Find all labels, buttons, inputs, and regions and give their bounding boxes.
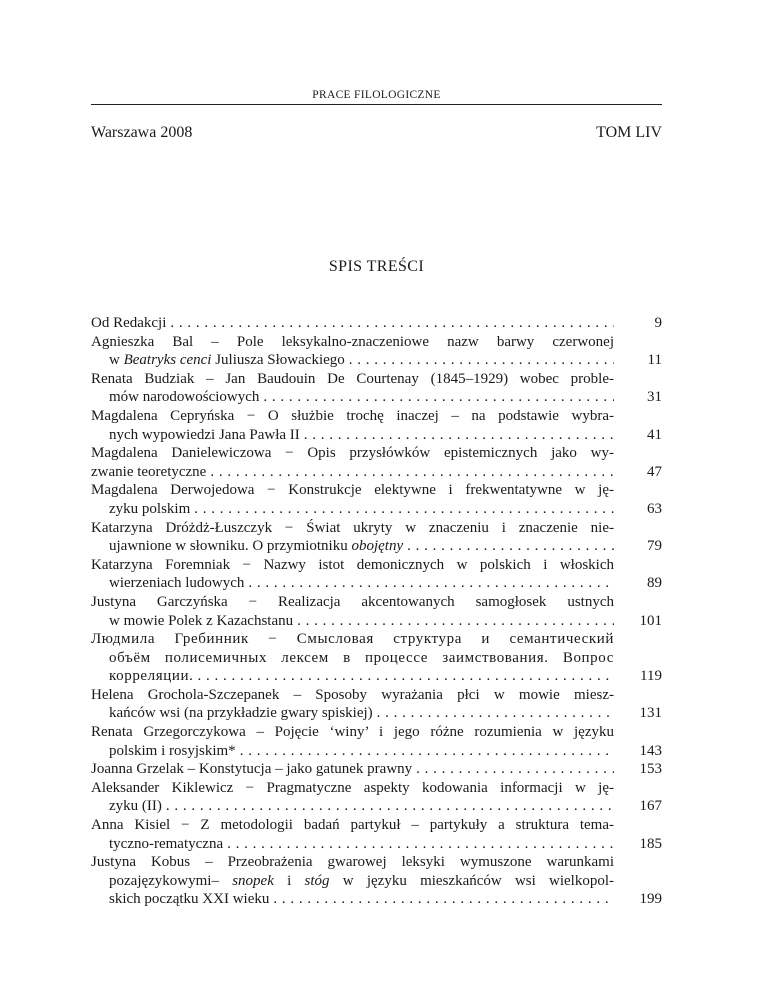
toc-entry-line <box>91 667 614 686</box>
toc-entry-line <box>91 612 614 631</box>
toc-entry-line <box>91 574 614 593</box>
dot-leader <box>412 760 614 779</box>
toc-entry-line-text: i <box>273 872 305 889</box>
toc-entry-text <box>91 370 614 407</box>
toc-title: SPIS TREŚCI <box>328 258 425 275</box>
toc-entry[interactable] <box>91 314 662 333</box>
toc-entry-line <box>91 444 614 463</box>
toc-page-number: 101 <box>639 612 662 629</box>
toc-entry-line <box>91 797 614 816</box>
toc-entry-text <box>91 760 614 779</box>
toc-entry-text <box>91 314 614 333</box>
toc-page-number: 153 <box>639 761 662 778</box>
toc-entry-line <box>91 370 614 389</box>
toc-entry-line-text: Людмила Гребинник − Смысловая структура и семантический <box>91 631 614 648</box>
toc-entry[interactable] <box>91 686 662 723</box>
toc-entry-text <box>91 779 614 816</box>
toc-entry-line-text: Katarzyna Foremniak − Nazwy istot demonicznych w polskich i włoskich <box>91 556 614 573</box>
dot-leader <box>403 537 614 556</box>
toc-entry-line <box>91 388 614 407</box>
toc-entry[interactable] <box>91 519 662 556</box>
dot-leader <box>166 314 614 333</box>
dot-leader <box>259 388 614 407</box>
toc-entry-line <box>91 407 614 426</box>
toc-entry-line-text: zyku (II) <box>109 798 162 815</box>
toc-page-number: 47 <box>647 463 662 480</box>
toc-page-number: 167 <box>639 798 662 815</box>
dot-leader <box>345 351 614 370</box>
dot-leader <box>300 426 614 445</box>
dot-leader <box>236 742 614 761</box>
toc-entry-line-text: tyczno-rematyczna <box>109 835 224 852</box>
toc-entry-line <box>91 630 614 649</box>
toc-page-number: 63 <box>647 500 662 517</box>
toc-page-number: 41 <box>647 426 662 443</box>
toc-entry-text <box>91 853 614 909</box>
toc-entry-line <box>91 704 614 723</box>
toc-entry-line-text: ujawnione w słowniku. O przymiotniku <box>109 538 352 555</box>
dot-leader <box>269 890 614 909</box>
journal-header: PRACE FILOLOGICZNE <box>312 89 441 101</box>
toc-entry-line <box>91 500 614 519</box>
toc-entry[interactable] <box>91 853 662 909</box>
toc-entry[interactable] <box>91 630 662 686</box>
toc-entry-line <box>91 853 614 872</box>
toc-page-number: 9 <box>654 315 662 331</box>
dot-leader <box>162 797 614 816</box>
toc-entry-line <box>91 890 614 909</box>
toc-entry-italic-text: Beatryks cenci <box>123 352 212 369</box>
dot-leader <box>206 463 614 482</box>
toc-entry-line <box>91 333 614 352</box>
toc-entry-line-text: w mowie Polek z Kazachstanu <box>109 612 294 629</box>
toc-entry-line <box>91 649 614 668</box>
toc-entry-line-text: wierzeniach ludowych <box>109 575 245 592</box>
header-rule <box>91 104 662 105</box>
toc-entry-line-text: корреляции. <box>109 668 194 685</box>
toc-entry-line-text: Renata Grzegorczykowa – Pojęcie ‘winy’ i jego różne rozumienia w języku <box>91 724 614 741</box>
toc-entry-line-text: Justyna Kobus – Przeobrażenia gwarowej leksyki wymuszone warunkami <box>91 854 614 871</box>
toc-page-number: 119 <box>640 668 662 685</box>
toc-entry-line-text: polskim i rosyjskim* <box>109 742 236 759</box>
toc-entry-line-text: zyku polskim <box>109 500 191 517</box>
toc-entry-line-text: Magdalena Cepryńska − O służbie trochę inaczej – na podstawie wybra- <box>91 407 614 424</box>
toc-entry-text <box>91 444 614 481</box>
toc-entry[interactable] <box>91 779 662 816</box>
toc-entry-line-text: Katarzyna Dróżdż-Łuszczyk − Świat ukryty w znaczeniu i znaczenie nie- <box>91 519 614 536</box>
toc-entry-line-text: Aleksander Kiklewicz − Pragmatyczne aspekty kodowania informacji w ję- <box>91 779 614 796</box>
toc-entry[interactable] <box>91 333 662 370</box>
toc-entry-line <box>91 556 614 575</box>
toc-entry-text <box>91 519 614 556</box>
toc-entry-line <box>91 760 614 779</box>
toc-page-number: 185 <box>639 835 662 852</box>
table-of-contents <box>91 314 662 909</box>
toc-entry-line-text: Agnieszka Bal – Pole leksykalno-znaczeniowe nazw barwy czerwonej <box>91 333 614 350</box>
toc-entry-text <box>91 816 614 853</box>
toc-entry[interactable] <box>91 723 662 760</box>
toc-entry-text <box>91 630 614 686</box>
toc-page-number: 199 <box>639 891 662 908</box>
toc-entry[interactable] <box>91 444 662 481</box>
toc-entry-line <box>91 351 614 370</box>
toc-page-number: 11 <box>647 352 662 369</box>
dot-leader <box>190 500 614 519</box>
toc-entry-italic-text: obojętny <box>351 538 404 555</box>
toc-page-number: 31 <box>647 389 662 406</box>
toc-entry-line-text: Joanna Grzelak – Konstytucja – jako gatunek prawny <box>91 761 413 778</box>
toc-entry-text <box>91 556 614 593</box>
toc-entry-line-text: Juliusza Słowackiego <box>211 352 345 369</box>
toc-entry-line <box>91 779 614 798</box>
toc-page-number: 143 <box>639 742 662 759</box>
toc-page-number: 131 <box>639 705 662 722</box>
toc-entry-line-text: mów narodowościowych <box>109 389 260 406</box>
volume-number: TOM LIV <box>596 124 662 141</box>
toc-entry-line-text: zwanie teoretyczne <box>91 463 207 480</box>
toc-entry-line <box>91 742 614 761</box>
toc-entry-line <box>91 481 614 500</box>
toc-entry-line <box>91 686 614 705</box>
toc-entry-italic-text: stóg <box>304 872 330 889</box>
toc-entry-line <box>91 872 614 891</box>
toc-entry-line <box>91 519 614 538</box>
dot-leader <box>293 612 614 631</box>
place-year: Warszawa 2008 <box>91 124 193 141</box>
toc-entry-line <box>91 835 614 854</box>
toc-entry-line <box>91 723 614 742</box>
toc-page-number: 79 <box>647 538 662 555</box>
toc-entry-line <box>91 593 614 612</box>
dot-leader <box>223 835 614 854</box>
toc-entry-line <box>91 314 614 333</box>
dot-leader <box>373 704 614 723</box>
toc-entry-line-text: Helena Grochola-Szczepanek – Sposoby wyrażania płci w mowie miesz- <box>91 686 614 703</box>
toc-entry[interactable] <box>91 556 662 593</box>
toc-entry-line <box>91 426 614 445</box>
toc-entry[interactable] <box>91 407 662 444</box>
toc-entry-line-text: Anna Kisiel − Z metodologii badań partykuł – partykuły a struktura tema- <box>91 817 614 834</box>
toc-entry-line-text: Magdalena Danielewiczowa − Opis przysłówków epistemicznych jako wy- <box>91 445 614 462</box>
toc-entry-italic-text: snopek <box>232 872 274 889</box>
toc-entry-line-text: kańców wsi (na przykładzie gwary spiskiej) <box>109 705 373 722</box>
toc-entry-line <box>91 463 614 482</box>
toc-entry-line <box>91 816 614 835</box>
toc-entry-text <box>91 407 614 444</box>
toc-entry-text <box>91 593 614 630</box>
toc-page-number: 89 <box>647 575 662 592</box>
toc-entry[interactable] <box>91 593 662 630</box>
toc-entry[interactable] <box>91 481 662 518</box>
toc-entry-line-text: w języku mieszkańców wsi wielkopol- <box>329 872 614 889</box>
toc-entry-line-text: nych wypowiedzi Jana Pawła II <box>109 426 300 443</box>
toc-entry-line-text: Magdalena Derwojedowa − Konstrukcje elektywne i frekwentatywne w ję- <box>91 482 614 499</box>
toc-entry[interactable] <box>91 370 662 407</box>
toc-entry-line-text: Renata Budziak – Jan Baudouin De Courtenay (1845–1929) wobec proble- <box>91 370 614 387</box>
toc-entry-line-text: pozajęzykowymi– <box>109 872 233 889</box>
toc-entry-line-text: Justyna Garczyńska − Realizacja akcentowanych samogłosek ustnych <box>91 593 614 610</box>
toc-entry-text <box>91 723 614 760</box>
toc-entry[interactable] <box>91 816 662 853</box>
toc-entry-text <box>91 686 614 723</box>
toc-entry-text <box>91 481 614 518</box>
toc-entry[interactable] <box>91 760 662 779</box>
toc-entry-text <box>91 333 614 370</box>
toc-entry-line-text: skich początku XXI wieku <box>109 891 270 908</box>
toc-entry-line-text: объём полисемичных лексем в процессе заимствования. Вопрос <box>109 649 614 666</box>
dot-leader <box>244 574 614 593</box>
toc-entry-line <box>91 537 614 556</box>
dot-leader <box>194 667 614 686</box>
toc-entry-line-text: Od Redakcji <box>91 315 167 331</box>
toc-entry-line-text: w <box>109 352 124 369</box>
